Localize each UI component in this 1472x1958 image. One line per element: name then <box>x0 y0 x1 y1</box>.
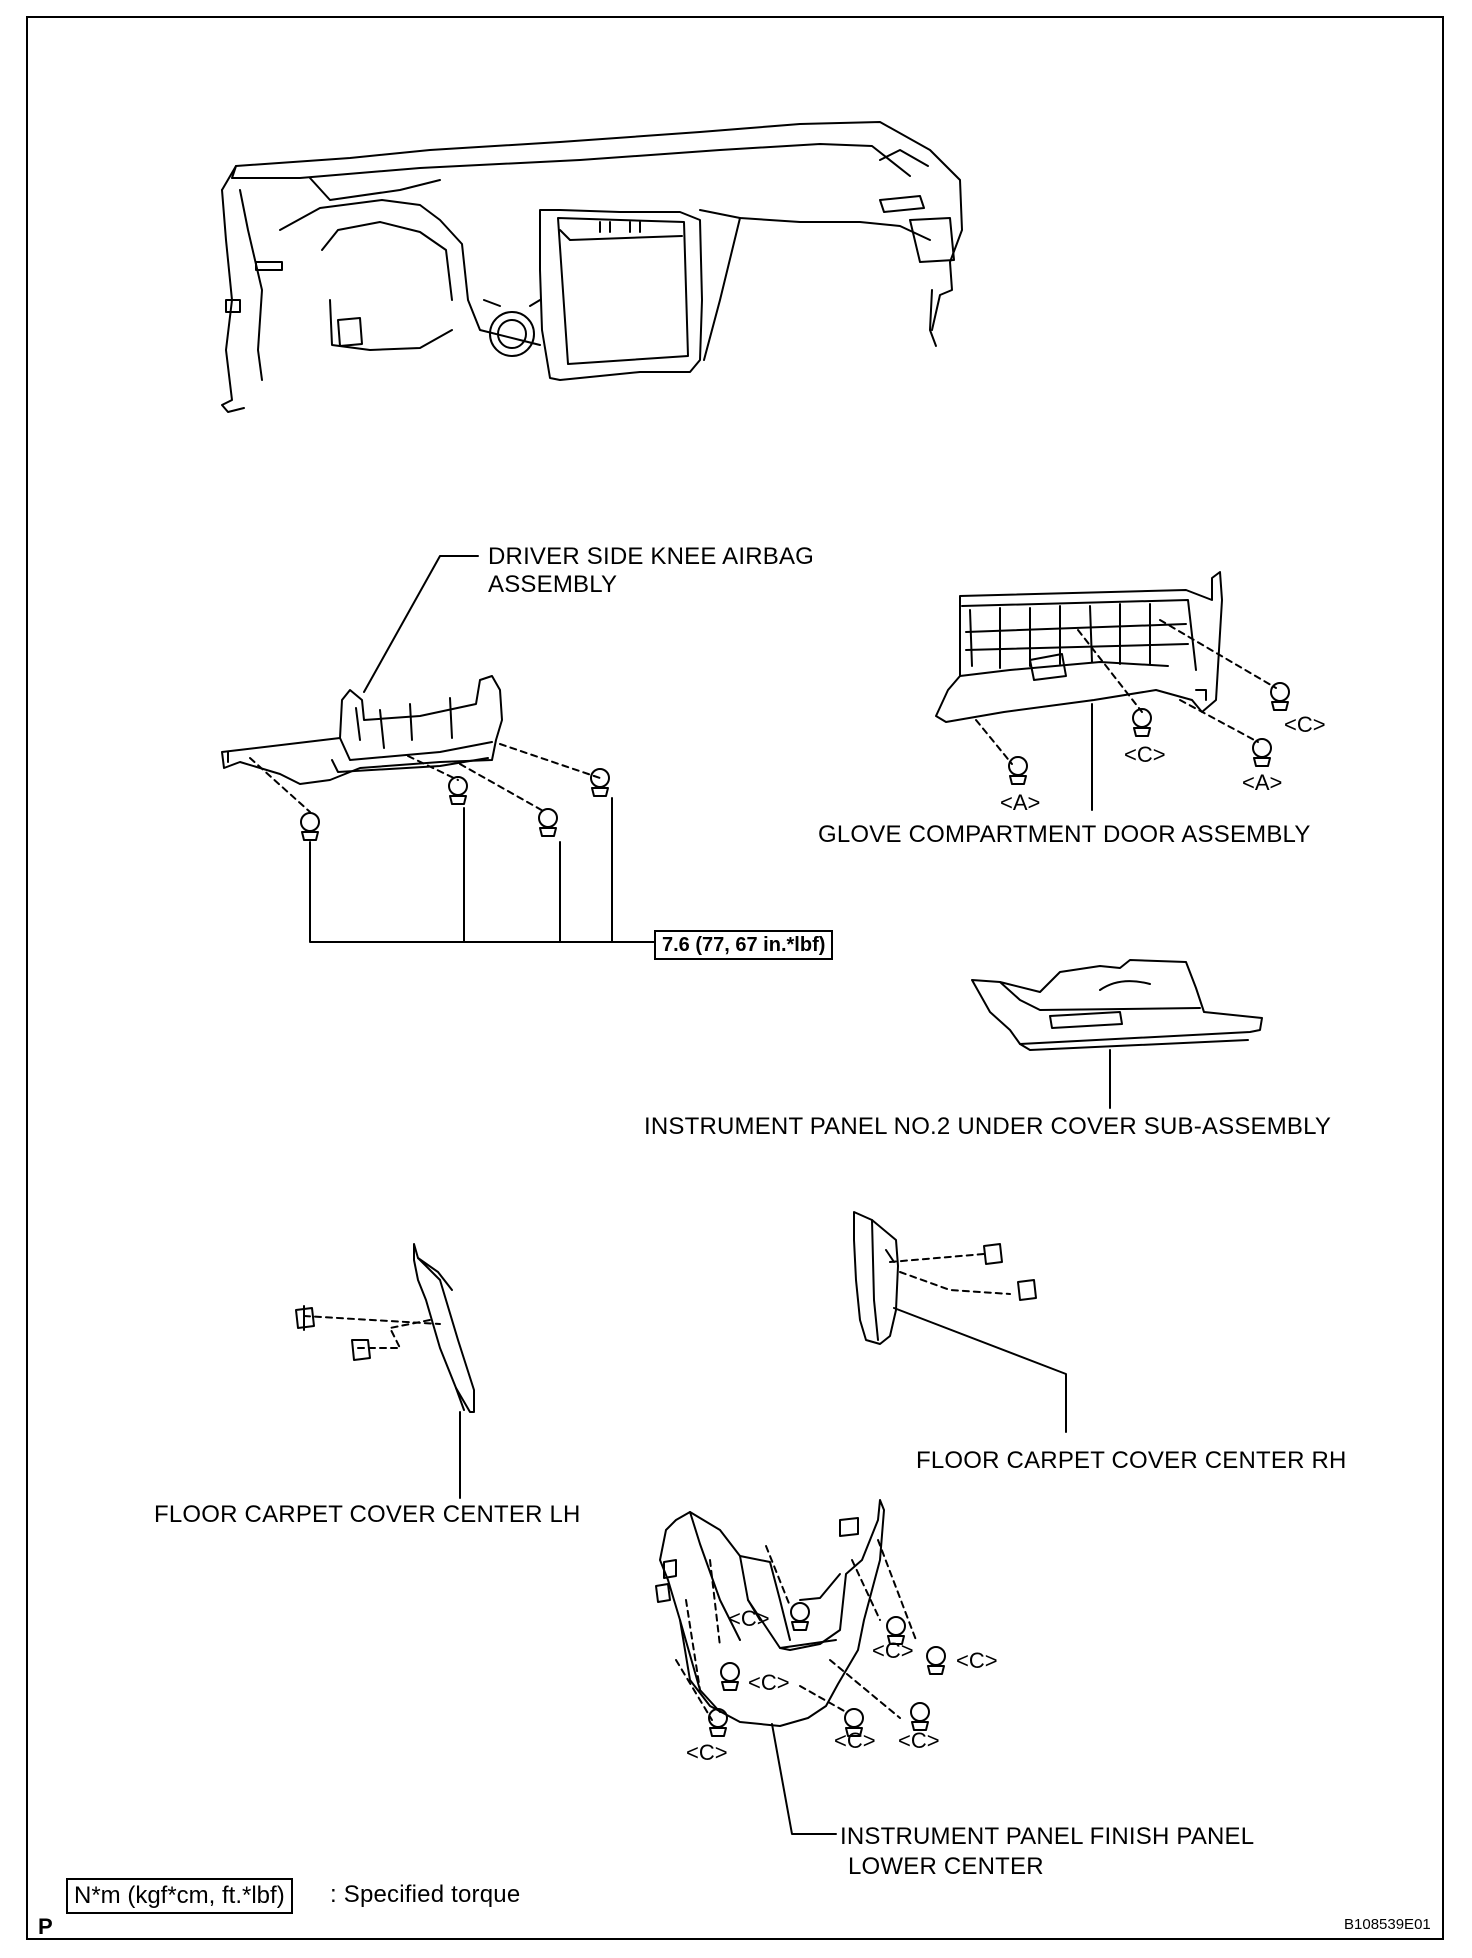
page-letter: P <box>38 1914 53 1939</box>
figure-id: B108539E01 <box>1344 1916 1431 1933</box>
knee-airbag-label-line2: ASSEMBLY <box>488 571 618 598</box>
instrument-panel-drawing <box>222 122 962 412</box>
knee-airbag-bolts <box>250 744 609 840</box>
fastener-tag-a: <A> <box>1000 790 1041 815</box>
knee-airbag-label-line1: DRIVER SIDE KNEE AIRBAG <box>488 543 815 570</box>
fastener-tag-c: <C> <box>898 1728 940 1753</box>
finish-panel-label-line2: LOWER CENTER <box>848 1853 1044 1880</box>
carpet-lh-label: FLOOR CARPET COVER CENTER LH <box>154 1501 581 1528</box>
finish-panel-bolts <box>676 1540 945 1834</box>
carpet-rh-drawing <box>854 1212 1066 1432</box>
fastener-tag-a: <A> <box>1242 770 1283 795</box>
fastener-tag-c: <C> <box>1124 742 1166 767</box>
carpet-rh-label: FLOOR CARPET COVER CENTER RH <box>916 1447 1347 1474</box>
carpet-lh-drawing <box>296 1244 474 1498</box>
fastener-tag-c: <C> <box>956 1648 998 1673</box>
glove-compartment-label: GLOVE COMPARTMENT DOOR ASSEMBLY <box>818 821 1311 848</box>
torque-legend-text: : Specified torque <box>330 1881 521 1908</box>
under-cover-label: INSTRUMENT PANEL NO.2 UNDER COVER SUB-ASSEMBLY <box>644 1113 1332 1140</box>
fastener-tag-c: <C> <box>686 1740 728 1765</box>
fastener-tag-c: <C> <box>834 1728 876 1753</box>
knee-airbag-drawing <box>222 676 502 784</box>
fastener-tag-c: <C> <box>1284 712 1326 737</box>
glove-compartment-drawing <box>936 572 1222 722</box>
torque-spec-box: 7.6 (77, 67 in.*lbf) <box>654 930 833 960</box>
under-cover-drawing <box>972 960 1262 1108</box>
knee-airbag-leaders <box>310 556 654 942</box>
fastener-tag-c: <C> <box>872 1638 914 1663</box>
fastener-tag-c: <C> <box>728 1606 770 1631</box>
finish-panel-label-line1: INSTRUMENT PANEL FINISH PANEL <box>840 1823 1255 1850</box>
torque-legend-box: N*m (kgf*cm, ft.*lbf) <box>66 1878 293 1914</box>
fastener-tag-c: <C> <box>748 1670 790 1695</box>
